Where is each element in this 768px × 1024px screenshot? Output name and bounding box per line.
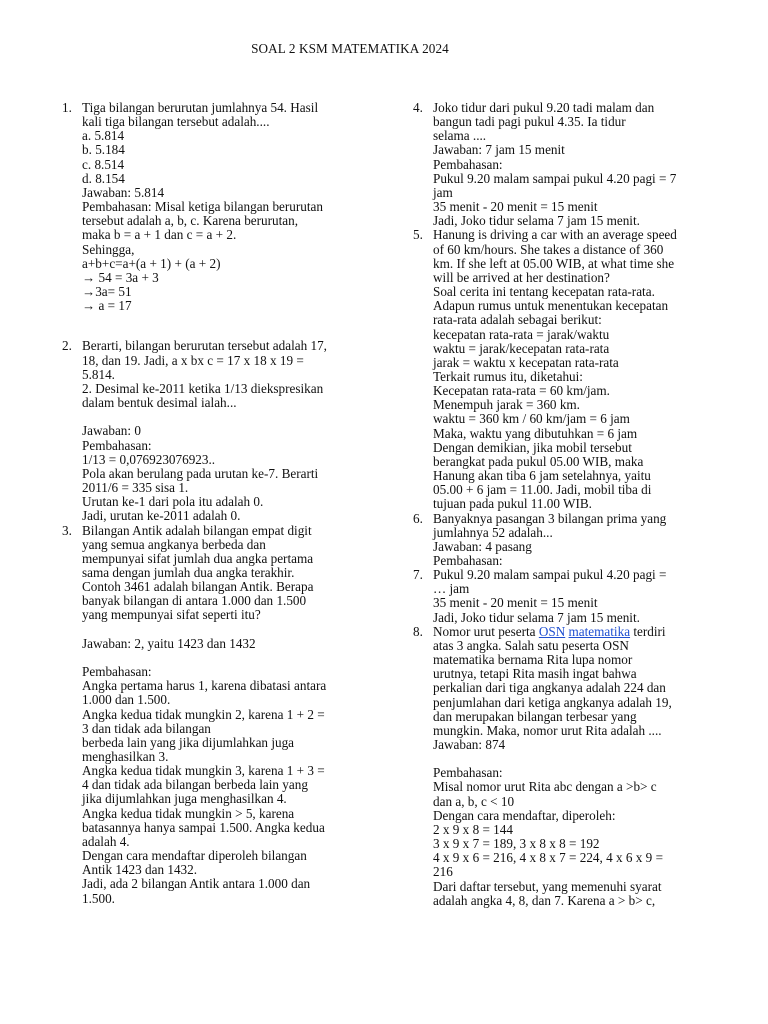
text-line: a. 5.814	[82, 128, 125, 144]
text-line: perkalian dari tiga angkanya adalah 224 dan	[433, 680, 666, 696]
text-segment: terdiri	[630, 623, 666, 639]
question-number: 6.	[413, 510, 423, 526]
text-line	[82, 410, 372, 424]
question-4	[413, 101, 719, 228]
text-line: Menempuh jarak = 360 km.	[433, 397, 580, 413]
question-body	[433, 639, 719, 908]
text-line: rata-rata adalah sebagai berikut:	[433, 312, 602, 328]
text-line: Hanung is driving a car with an average speed	[433, 227, 677, 243]
text-line: waktu = 360 km / 60 km/jam = 6 jam	[433, 411, 630, 427]
text-line: 18, dan 19. Jadi, a x bx c = 17 x 18 x 19 =	[82, 352, 304, 368]
text-line: adalah 4.	[82, 833, 130, 849]
right-column	[413, 101, 719, 908]
text-line: kali tiga bilangan tersebut adalah....	[82, 114, 270, 130]
text-line: 05.00 + 6 jam = 11.00. Jadi, mobil tiba di	[433, 482, 652, 498]
text-line: Berarti, bilangan berurutan tersebut adalah 17,	[82, 338, 327, 354]
text-line: Pukul 9.20 malam sampai pukul 4.20 pagi =	[433, 567, 667, 583]
text-line: Jawaban: 0	[82, 423, 141, 439]
text-line: b. 5.184	[82, 142, 125, 158]
text-line: berangkat pada pukul 05.00 WIB, maka	[433, 453, 644, 469]
question-number: 1.	[62, 100, 72, 115]
text-line: Jawaban: 5.814	[82, 184, 165, 200]
text-line: sama dengan jumlah dua angka terakhir.	[82, 564, 295, 580]
text-line: penjumlahan dari ketiga angkanya adalah 19,	[433, 694, 672, 710]
question-body	[82, 524, 372, 906]
text-line: dalam bentuk desimal ialah...	[82, 395, 237, 411]
text-line: Contoh 3461 adalah bilangan Antik. Berapa	[82, 579, 314, 595]
text-line: Jadi, ada 2 bilangan Antik antara 1.000 dan	[82, 876, 311, 892]
text-line: Angka kedua tidak mungkin 3, karena 1 + 3 =	[82, 763, 325, 779]
text-line: Soal cerita ini tentang kecepatan rata-rata.	[433, 284, 655, 300]
text-line: 2. Desimal ke-2011 ketika 1/13 diekspresikan	[82, 380, 324, 396]
text-line: Pukul 9.20 malam sampai pukul 4.20 pagi = 7	[433, 170, 677, 186]
question-6	[413, 512, 719, 569]
text-line: Jadi, Joko tidur selama 7 jam 15 menit.	[433, 609, 640, 625]
text-line: Dengan demikian, jika mobil tersebut	[433, 439, 632, 455]
text-line: tujuan pada pukul 11.00 WIB.	[433, 496, 592, 512]
text-line: batasannya hanya sampai 1.500. Angka kedua	[82, 819, 325, 835]
text-line: mungkin. Maka, nomor urut Rita adalah ....	[433, 722, 662, 738]
text-line: → 54 = 3a + 3	[82, 269, 159, 285]
text-line: matematika bernama Rita lupa nomor	[433, 652, 633, 668]
text-line: Pembahasan:	[433, 553, 503, 568]
text-line: → a = 17	[82, 298, 132, 314]
text-line: km. If she left at 05.00 WIB, at what time she	[433, 255, 675, 271]
text-line: d. 8.154	[82, 170, 125, 186]
text-line: 3 dan tidak ada bilangan	[82, 720, 211, 736]
text-line: adalah angka 4, 8, dan 7. Karena a > b> c,	[433, 892, 656, 908]
text-line: Jawaban: 874	[433, 737, 506, 753]
left-column	[62, 101, 372, 906]
text-line: c. 8.514	[82, 156, 125, 172]
text-line: dan merupakan bilangan terbesar yang	[433, 708, 637, 724]
text-line: 1.000 dan 1.500.	[82, 692, 171, 708]
question-body	[433, 101, 719, 228]
text-line: Jadi, Joko tidur selama 7 jam 15 menit.	[433, 213, 640, 229]
question-body	[82, 339, 372, 523]
text-line: banyak bilangan di antara 1.000 dan 1.500	[82, 593, 307, 609]
text-line: Urutan ke-1 dari pola itu adalah 0.	[82, 494, 264, 510]
text-line: Pembahasan:	[433, 156, 503, 172]
text-line: 35 menit - 20 menit = 15 menit	[433, 199, 598, 215]
text-line: kecepatan rata-rata = jarak/waktu	[433, 326, 610, 342]
text-line: Pembahasan:	[433, 765, 503, 781]
question-first-line	[433, 625, 719, 639]
text-line: Jadi, urutan ke-2011 adalah 0.	[82, 508, 241, 524]
text-line: Jawaban: 4 pasang	[433, 538, 532, 554]
text-line: maka b = a + 1 dan c = a + 2.	[82, 227, 237, 243]
question-body	[433, 512, 719, 569]
text-line: 2 x 9 x 8 = 144	[433, 821, 513, 837]
text-line: Sehingga,	[82, 241, 135, 257]
text-line: of 60 km/hours. She takes a distance of 360	[433, 241, 664, 257]
text-line: bangun tadi pagi pukul 4.35. Ia tidur	[433, 114, 626, 130]
text-line: Dengan cara mendaftar, diperoleh:	[433, 807, 616, 823]
question-5	[413, 228, 719, 511]
question-7	[413, 568, 719, 625]
text-line: 1.500.	[82, 890, 115, 906]
text-line: Maka, waktu yang dibutuhkan = 6 jam	[433, 425, 638, 441]
text-line: Jawaban: 2, yaitu 1423 dan 1432	[82, 635, 256, 651]
text-line: yang semua angkanya berbeda dan	[82, 536, 266, 552]
text-line: Pembahasan:	[82, 664, 152, 680]
text-line: dan a, b, c < 10	[433, 793, 515, 809]
text-line: Dari daftar tersebut, yang memenuhi syarat	[433, 878, 662, 894]
text-line: Pembahasan: Misal ketiga bilangan berurutan	[82, 199, 323, 215]
question-number: 5.	[413, 227, 423, 243]
question-body	[82, 101, 372, 313]
text-line: menghasilkan 3.	[82, 748, 169, 764]
text-line: Bilangan Antik adalah bilangan empat digit	[82, 522, 312, 538]
text-line	[82, 651, 372, 665]
text-line: Angka pertama harus 1, karena dibatasi antara	[82, 678, 327, 694]
text-line: Angka kedua tidak mungkin > 5, karena	[82, 805, 295, 821]
text-line: jarak = waktu x kecepatan rata-rata	[433, 354, 619, 370]
text-line: Dengan cara mendaftar diperoleh bilangan	[82, 848, 307, 864]
text-line: mempunyai sifat jumlah dua angka pertama	[82, 550, 314, 566]
text-line: Pembahasan:	[82, 437, 152, 453]
text-line: 4 x 9 x 6 = 216, 4 x 8 x 7 = 224, 4 x 6 x 9 =	[433, 850, 664, 866]
question-body	[433, 228, 719, 511]
text-segment: Nomor urut peserta	[433, 623, 539, 639]
text-line: selama ....	[433, 128, 487, 144]
question-number: 3.	[62, 522, 72, 538]
question-number: 7.	[413, 567, 423, 583]
text-line: 2011/6 = 335 sisa 1.	[82, 480, 189, 496]
text-line: Jawaban: 7 jam 15 menit	[433, 142, 565, 158]
text-line: 216	[433, 864, 453, 880]
text-line: Tiga bilangan berurutan jumlahnya 54. Hasil	[82, 100, 319, 115]
text-line	[82, 623, 372, 637]
text-line: 35 menit - 20 menit = 15 menit	[433, 595, 598, 611]
text-line: Adapun rumus untuk menentukan kecepatan	[433, 298, 669, 314]
text-line: urutnya, tetapi Rita masih ingat bahwa	[433, 666, 637, 682]
text-line: Angka kedua tidak mungkin 2, karena 1 + 2 =	[82, 706, 325, 722]
text-line: Joko tidur dari pukul 9.20 tadi malam dan	[433, 100, 655, 115]
text-line: jumlahnya 52 adalah...	[433, 524, 553, 540]
text-line: atas 3 angka. Salah satu peserta OSN	[433, 637, 629, 653]
document-title: SOAL 2 KSM MATEMATIKA 2024	[251, 41, 449, 56]
text-line: Hanung akan tiba 6 jam setelahnya, yaitu	[433, 468, 651, 484]
matematika-link[interactable]: matematika	[568, 623, 631, 639]
text-line: →3a= 51	[82, 284, 132, 300]
question-2	[62, 339, 372, 523]
question-body	[433, 568, 719, 625]
question-number: 4.	[413, 100, 423, 115]
osn-link[interactable]: OSN	[538, 623, 566, 639]
text-line: jika dijumlahkan juga menghasilkan 4.	[82, 791, 287, 807]
text-line: Banyaknya pasangan 3 bilangan prima yang	[433, 510, 667, 526]
text-line: jam	[433, 184, 453, 200]
question-1	[62, 101, 372, 313]
text-line: Pola akan berulang pada urutan ke-7. Berarti	[82, 465, 319, 481]
question-3	[62, 524, 372, 906]
text-line: 3 x 9 x 7 = 189, 3 x 8 x 8 = 192	[433, 836, 600, 852]
text-line: yang mempunyai sifat seperti itu?	[82, 607, 261, 623]
question-8	[413, 625, 719, 908]
text-line: Antik 1423 dan 1432.	[82, 862, 198, 878]
text-line: Misal nomor urut Rita abc dengan a >b> c	[433, 779, 657, 795]
text-line: … jam	[433, 581, 470, 597]
text-line: 1/13 = 0,076923076923..	[82, 451, 216, 467]
text-line	[433, 752, 719, 766]
text-line: berbeda lain yang jika dijumlahkan juga	[82, 734, 295, 750]
text-line: a+b+c=a+(a + 1) + (a + 2)	[82, 255, 221, 271]
text-line: Terkait rumus itu, diketahui:	[433, 368, 583, 384]
text-line: waktu = jarak/kecepatan rata-rata	[433, 340, 610, 356]
text-line: Kecepatan rata-rata = 60 km/jam.	[433, 383, 610, 399]
text-line: will be arrived at her destination?	[433, 269, 610, 285]
question-number: 2.	[62, 338, 72, 354]
text-line: 5.814.	[82, 366, 115, 382]
question-number: 8.	[413, 623, 423, 639]
text-line: tersebut adalah a, b, c. Karena berurutan,	[82, 213, 299, 229]
text-line: 4 dan tidak ada bilangan berbeda lain yang	[82, 777, 308, 793]
